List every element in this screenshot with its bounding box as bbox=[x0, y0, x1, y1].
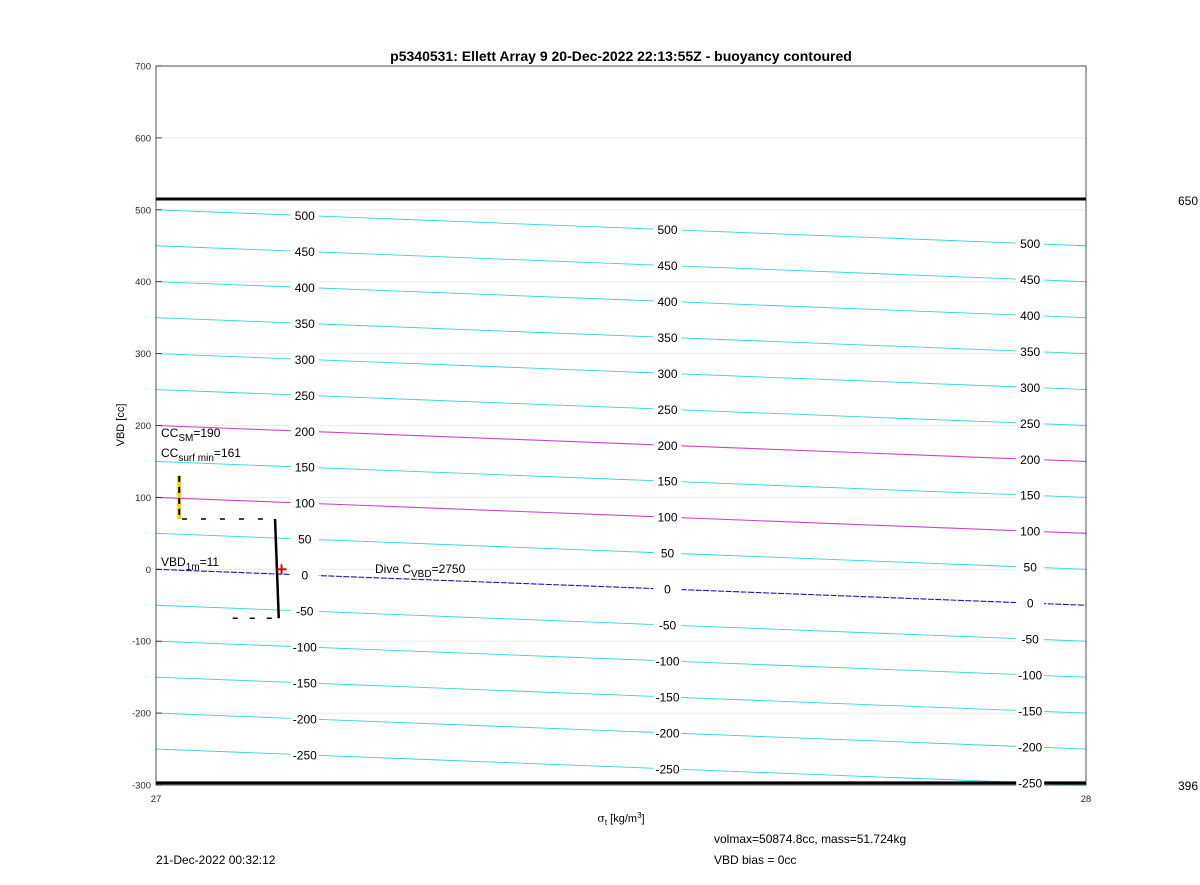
y-tick-label: 700 bbox=[135, 61, 151, 73]
footer-volmax: volmax=50874.8cc, mass=51.724kg bbox=[714, 832, 907, 846]
contour-label: 250 bbox=[1020, 416, 1041, 431]
contour-label: 450 bbox=[294, 245, 315, 260]
x-axis-units: [kg/m bbox=[610, 813, 638, 825]
y-tick-label: 400 bbox=[135, 277, 151, 289]
x-axis-units-close: ] bbox=[641, 813, 645, 825]
contour-label: -100 bbox=[1018, 668, 1043, 683]
contour-label: 100 bbox=[1020, 524, 1041, 539]
contour-label: 400 bbox=[294, 280, 315, 295]
contour-label: 500 bbox=[294, 209, 315, 224]
annotation-cc-sm-post: =190 bbox=[193, 426, 221, 440]
annotation-dive-c-sub: VBD bbox=[411, 569, 432, 580]
y-tick-label: 100 bbox=[135, 492, 151, 504]
contour-label: -200 bbox=[1018, 740, 1043, 755]
contour-label: 250 bbox=[657, 402, 678, 417]
contour-label: 50 bbox=[660, 546, 675, 561]
contour-label: -100 bbox=[292, 640, 317, 655]
y-tick-label: 500 bbox=[135, 205, 151, 217]
annotation-cc-surf-post: =161 bbox=[213, 446, 241, 460]
right-label-top: 650 bbox=[1178, 194, 1199, 208]
contour-label: 250 bbox=[294, 388, 315, 403]
contour-label: 450 bbox=[657, 259, 678, 274]
contour-label: -50 bbox=[1021, 632, 1039, 647]
annotation-cc-sm-sub: SM bbox=[178, 433, 194, 444]
contour-label: 500 bbox=[657, 223, 678, 238]
contour-label: 200 bbox=[657, 438, 678, 453]
x-tick-label: 27 bbox=[150, 794, 162, 805]
contour-label: 350 bbox=[657, 330, 678, 345]
contour-label: 450 bbox=[1020, 273, 1041, 288]
contour-label: 50 bbox=[298, 532, 312, 547]
contour-label: -150 bbox=[1018, 704, 1043, 719]
contour-label: -250 bbox=[292, 748, 317, 763]
y-tick-label: 200 bbox=[135, 421, 151, 432]
contour-label: 400 bbox=[657, 294, 678, 309]
contour-label: 300 bbox=[294, 352, 315, 367]
contour-label: 350 bbox=[294, 316, 315, 331]
annotation-dive-c-post: =2750 bbox=[431, 562, 466, 576]
contour-label: 150 bbox=[657, 474, 678, 489]
x-axis-symbol: σ bbox=[597, 812, 605, 825]
contour-label: 300 bbox=[657, 366, 678, 381]
contour-label: 100 bbox=[294, 496, 315, 511]
contour-label: 0 bbox=[664, 582, 671, 597]
contour-label: -100 bbox=[655, 654, 680, 669]
annotation-cc-surf-sub: surf min bbox=[178, 453, 214, 464]
contour-label: 350 bbox=[1020, 344, 1041, 359]
contour-label: -50 bbox=[296, 604, 314, 619]
contour-label: -50 bbox=[658, 618, 677, 633]
footer-bias: VBD bias = 0cc bbox=[714, 853, 797, 867]
y-tick-label: 0 bbox=[145, 564, 151, 576]
y-axis-label: VBD [cc] bbox=[115, 403, 127, 447]
annotation-vbd-1m-sub: 1m bbox=[185, 562, 200, 573]
contour-label: 200 bbox=[294, 424, 315, 439]
contour-label: 400 bbox=[1020, 308, 1041, 323]
annotation-dive-c-pre: Dive C bbox=[375, 562, 412, 576]
contour-label: 200 bbox=[1020, 452, 1041, 467]
contour-label: 50 bbox=[1023, 560, 1037, 575]
x-axis-subscript: t bbox=[604, 818, 608, 827]
contour-label: 300 bbox=[1020, 380, 1041, 395]
annotation-cc-surf-pre: CC bbox=[161, 446, 179, 460]
y-tick-label: 300 bbox=[135, 349, 151, 361]
contour-label: 150 bbox=[294, 460, 315, 475]
x-tick-label: 28 bbox=[1080, 794, 1092, 805]
chart-title: p5340531: Ellett Array 9 20-Dec-2022 22:13:55Z - buoyancy contoured bbox=[390, 48, 852, 64]
contour-label: 0 bbox=[1026, 596, 1034, 611]
contour-label: -200 bbox=[292, 712, 317, 727]
annotation-vbd-1m-pre: VBD bbox=[161, 555, 186, 569]
annotation-cc-sm-pre: CC bbox=[161, 426, 179, 440]
contour-label: -250 bbox=[655, 762, 680, 777]
y-tick-label: 600 bbox=[135, 133, 151, 145]
contour-label: -250 bbox=[1018, 776, 1043, 791]
y-tick-label: -300 bbox=[131, 780, 151, 792]
contour-label: 150 bbox=[1020, 488, 1041, 503]
x-axis-label bbox=[597, 811, 644, 827]
right-label-bottom: 396 bbox=[1178, 779, 1199, 793]
y-tick-label: -100 bbox=[131, 636, 151, 648]
y-tick-label: -200 bbox=[131, 708, 151, 720]
footer-timestamp: 21-Dec-2022 00:32:12 bbox=[156, 853, 276, 867]
contour-label: 100 bbox=[657, 510, 678, 525]
contour-label: -150 bbox=[655, 690, 680, 705]
contour-label: -200 bbox=[655, 726, 680, 741]
contour-label: 500 bbox=[1020, 237, 1041, 252]
contour-label: -150 bbox=[292, 676, 317, 691]
contour-label: 0 bbox=[301, 568, 309, 583]
x-axis-units-superscript: 3 bbox=[637, 811, 642, 820]
annotation-vbd-1m-post: =11 bbox=[199, 555, 220, 569]
